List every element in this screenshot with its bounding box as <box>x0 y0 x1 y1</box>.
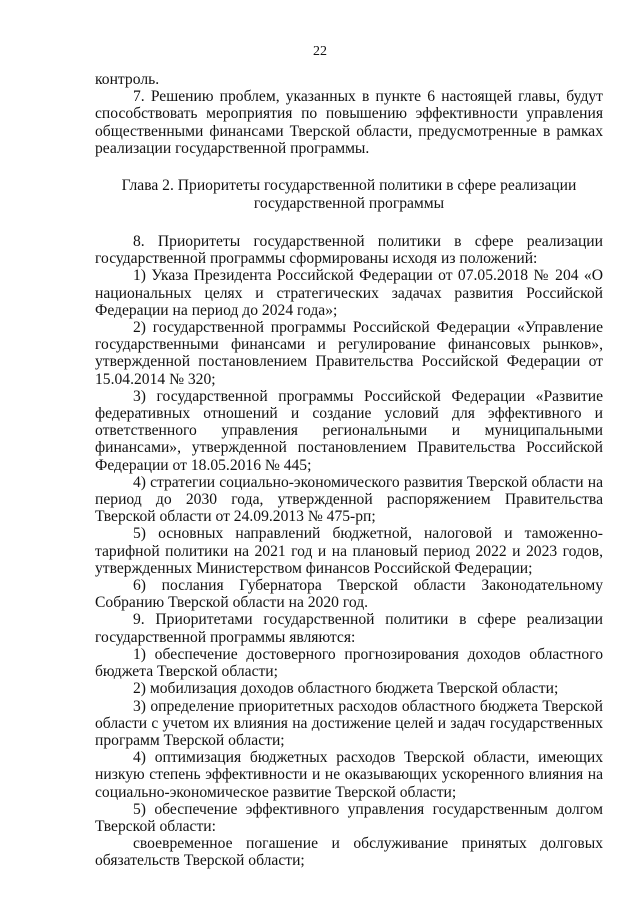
paragraph-item-8: 8. Приоритеты государственной политики в сфере реализации государственной программы сформированы исходя из положений: <box>95 233 603 268</box>
list-item: 3) государственной программы Российской Федерации «Развитие федеративных отношений и создание условий для эффективного и ответственного управления региональными и муниципальными финансами», утвержденной постановлением Правительства Российской Федерации от 18.05.2016 № 445; <box>95 387 603 474</box>
list-item: 1) Указа Президента Российской Федерации от 07.05.2018 № 204 «О национальных целях и стратегических задачах развития Российской Федерации на период до 2024 года»; <box>95 267 603 319</box>
list-item: 4) стратегии социально-экономического развития Тверской области на период до 2030 года, утвержденной распоряжением Правительства Тверской области от 24.09.2013 № 475-рп; <box>95 473 603 526</box>
list-item: 5) основных направлений бюджетной, налоговой и таможенно-тарифной политики на 2021 год и на плановый период 2022 и 2023 годов, утвержденных Министерством финансов Российской Федерации; <box>95 525 603 577</box>
chapter-title: Глава 2. Приоритеты государственной политики в сфере реализации государственной программы <box>121 177 577 213</box>
list-item: 3) определение приоритетных расходов областного бюджета Тверской области с учетом их влияния на достижение целей и задач государственных программ Тверской области; <box>95 697 603 749</box>
list-item: 2) государственной программы Российской Федерации «Управление государственными финансами и регулирование финансовых рынков», утвержденной постановлением Правительства Российской Федерации от 15.04.2014 № 320; <box>95 319 603 388</box>
paragraph-continuation: контроль. <box>95 71 160 88</box>
list-item: 1) обеспечение достоверного прогнозирования доходов областного бюджета Тверской области; <box>95 645 603 681</box>
list-item: 6) послания Губернатора Тверской области Законодательному Собранию Тверской области на 2020 год. <box>95 577 603 612</box>
list-item: 4) оптимизация бюджетных расходов Тверской области, имеющих низкую степень эффективности и не оказывающих ускоренного влияния на социально-экономическое развитие Тверской области; <box>95 749 603 801</box>
paragraph-item-9: 9. Приоритетами государственной политики в сфере реализации государственной программы являются: <box>95 611 603 646</box>
list-item: своевременное погашение и обслуживание принятых долговых обязательств Тверской области; <box>95 835 603 870</box>
list-item: 5) обеспечение эффективного управления государственным долгом Тверской области: <box>95 800 603 835</box>
page-number: 22 <box>313 44 327 59</box>
list-item: 2) мобилизация доходов областного бюджета Тверской области; <box>133 680 559 698</box>
document-body <box>95 71 603 870</box>
paragraph-item-7: 7. Решению проблем, указанных в пункте 6 настоящей главы, будут способствовать мероприятия по повышению эффективности управления общественными финансами Тверской области, предусмотренные в рамках реализации государственной программы. <box>95 88 603 157</box>
